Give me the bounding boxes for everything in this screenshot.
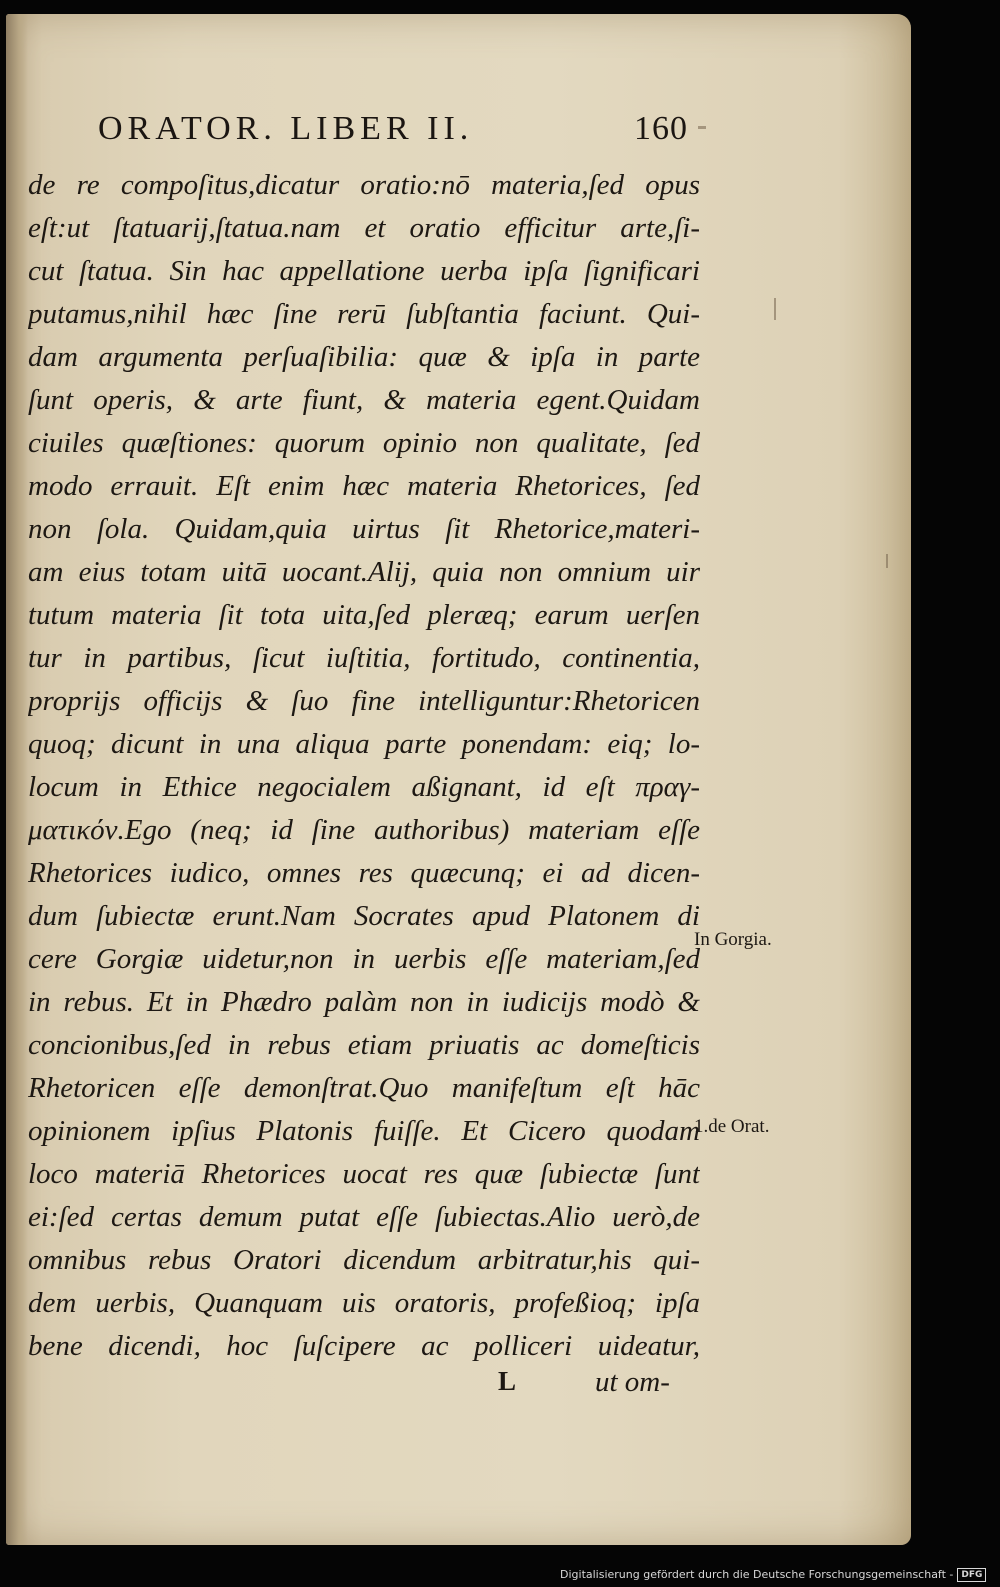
- running-head: [98, 110, 688, 162]
- text-line: dam argumenta perſuaſibilia: quæ & ipſa in parte: [28, 341, 700, 373]
- paper-speck: [698, 126, 706, 129]
- text-line: locum in Ethice negocialem aßignant, id eſt πραγ-: [28, 771, 700, 803]
- text-line: cere Gorgiæ uidetur,non in uerbis eſſe materiam,ſed: [28, 943, 700, 975]
- book-page: [6, 14, 911, 1545]
- text-line: ciuiles quæſtiones: quorum opinio non qualitate, ſed: [28, 427, 700, 459]
- text-line: non ſola. Quidam,quia uirtus ſit Rhetorice,materi-: [28, 513, 700, 545]
- text-line: proprijs officijs & ſuo fine intelliguntur:Rhetoricen: [28, 685, 700, 717]
- text-line: loco materiā Rhetorices uocat res quæ ſubiectæ ſunt: [28, 1158, 700, 1190]
- text-line: ſunt operis, & arte fiunt, & materia egent.Quidam: [28, 384, 700, 416]
- text-line: dem uerbis, Quanquam uis oratoris, profeßioq; ipſa: [28, 1287, 700, 1319]
- text-line: in rebus. Et in Phædro palàm non in iudicijs modò &: [28, 986, 700, 1018]
- catchword: ut om-: [595, 1366, 670, 1398]
- text-line: dum ſubiectæ erunt.Nam Socrates apud Platonem di: [28, 900, 700, 932]
- signature-mark: L: [498, 1366, 517, 1396]
- text-line: tur in partibus, ſicut iuſtitia, fortitudo, continentia,: [28, 642, 700, 674]
- text-line: concionibus,ſed in rebus etiam priuatis ac domeſticis: [28, 1029, 700, 1061]
- text-line: Rhetoricen eſſe demonſtrat.Quo manifeſtum eſt hāc: [28, 1072, 700, 1104]
- credit-text: Digitalisierung gefördert durch die Deutsche Forschungsgemeinschaft -: [560, 1568, 954, 1581]
- text-line: bene dicendi, hoc ſuſcipere ac polliceri uideatur,: [28, 1330, 700, 1362]
- body-text: [28, 164, 700, 1368]
- marginal-note: 1.de Orat.: [694, 1116, 770, 1137]
- text-line: putamus,nihil hæc ſine rerū ſubſtantia faciunt. Qui-: [28, 298, 700, 330]
- text-line: Rhetorices iudico, omnes res quæcunq; ei ad dicen-: [28, 857, 700, 889]
- text-line: omnibus rebus Oratori dicendum arbitratur,his qui-: [28, 1244, 700, 1276]
- page-gutter-shadow: [6, 14, 28, 1545]
- dfg-logo: DFG: [957, 1568, 986, 1582]
- text-line: opinionem ipſius Platonis fuiſſe. Et Cicero quodam: [28, 1115, 700, 1147]
- text-line: cut ſtatua. Sin hac appellatione uerba ipſa ſignificari: [28, 255, 700, 287]
- page-number: 160: [634, 110, 688, 147]
- digitization-credit: [560, 1568, 983, 1582]
- running-head-title: ORATOR. LIBER II.: [98, 110, 474, 147]
- paper-speck: [886, 554, 888, 568]
- text-line: tutum materia ſit tota uita,ſed pleræq; earum uerſen: [28, 599, 700, 631]
- text-line: de re compoſitus,dicatur oratio:nō materia,ſed opus: [28, 169, 700, 201]
- paper-speck: [774, 298, 776, 320]
- marginal-note: In Gorgia.: [694, 929, 772, 950]
- text-line: ματικόν.Ego (neq; id ſine authoribus) materiam eſſe: [28, 814, 700, 846]
- text-line: modo errauit. Eſt enim hæc materia Rhetorices, ſed: [28, 470, 700, 502]
- text-line: ei:ſed certas demum putat eſſe ſubiectas.Alio uerò,de: [28, 1201, 700, 1233]
- text-line: am eius totam uitā uocant.Alij, quia non omnium uir: [28, 556, 700, 588]
- text-line: eſt:ut ſtatuarij,ſtatua.nam et oratio efficitur arte,ſi-: [28, 212, 700, 244]
- text-line: quoq; dicunt in una aliqua parte ponendam: eiq; lo-: [28, 728, 700, 760]
